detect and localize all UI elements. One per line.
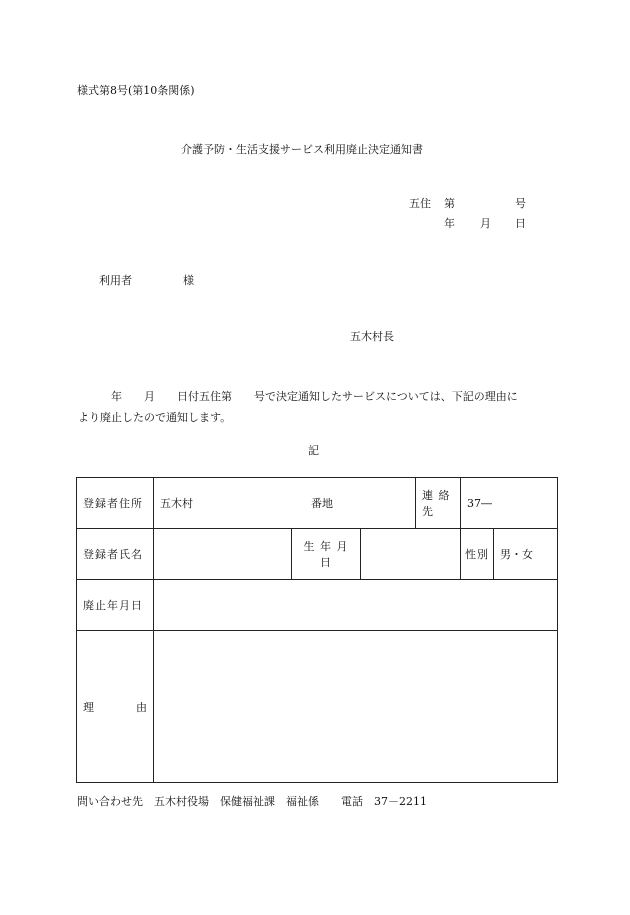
name-label: 登録者氏名 [77,529,154,580]
body-paragraph [78,386,556,428]
address-label: 登録者住所 [77,478,154,529]
reason-label [77,631,154,783]
body-line-1 [78,386,556,407]
reference-prefix: 五住 [409,197,431,210]
abolish-row [77,580,558,631]
address-value: 五木村 [160,497,193,510]
reason-row [77,631,558,783]
address-value-cell[interactable] [154,478,416,529]
dob-label: 生 年 月 日 [292,529,361,580]
dob-value[interactable] [361,529,461,580]
reference-month: 月 [480,217,491,230]
sex-label [461,529,494,580]
sex-value[interactable]: 男・女 [494,529,558,580]
body-line-2: より廃止したので通知します。 [78,411,232,424]
sex-label-char-1: 性 [465,548,476,561]
contact-footer: 問い合わせ先 五木村役場 保健福祉課 福祉係 電話 37－2211 [77,795,427,808]
document-title: 介護予防・生活支援サービス利用廃止決定通知書 [181,143,423,156]
body-month: 月 [144,390,155,403]
reference-day: 日 [515,217,526,230]
contact-label: 連 絡 先 [416,478,461,529]
recipient-sama: 様 [183,274,194,287]
abolish-label: 廃止年月日 [77,580,154,631]
name-row [77,529,558,580]
reason-label-char-1: 理 [83,700,94,714]
body-year: 年 [111,390,122,403]
ki-marker: 記 [308,444,319,457]
contact-value[interactable]: 37― [461,478,558,529]
sex-label-char-2: 別 [477,548,488,561]
reference-year: 年 [444,217,455,230]
form-number: 様式第8号(第10条関係) [77,84,195,97]
info-table [76,477,558,783]
reference-go: 号 [515,197,526,210]
recipient-label: 利用者 [99,274,132,287]
name-value[interactable] [154,529,292,580]
address-row [77,478,558,529]
body-line-1-end: 号で決定通知したサービスについては、下記の理由に [254,390,518,403]
abolish-value[interactable] [154,580,558,631]
reference-dai: 第 [444,197,455,210]
reason-value[interactable] [154,631,558,783]
banchi-label: 番地 [311,497,333,510]
body-date-ref: 日付五住第 [177,390,232,403]
issuer: 五木村長 [350,330,394,343]
reason-label-char-2: 由 [136,700,147,714]
